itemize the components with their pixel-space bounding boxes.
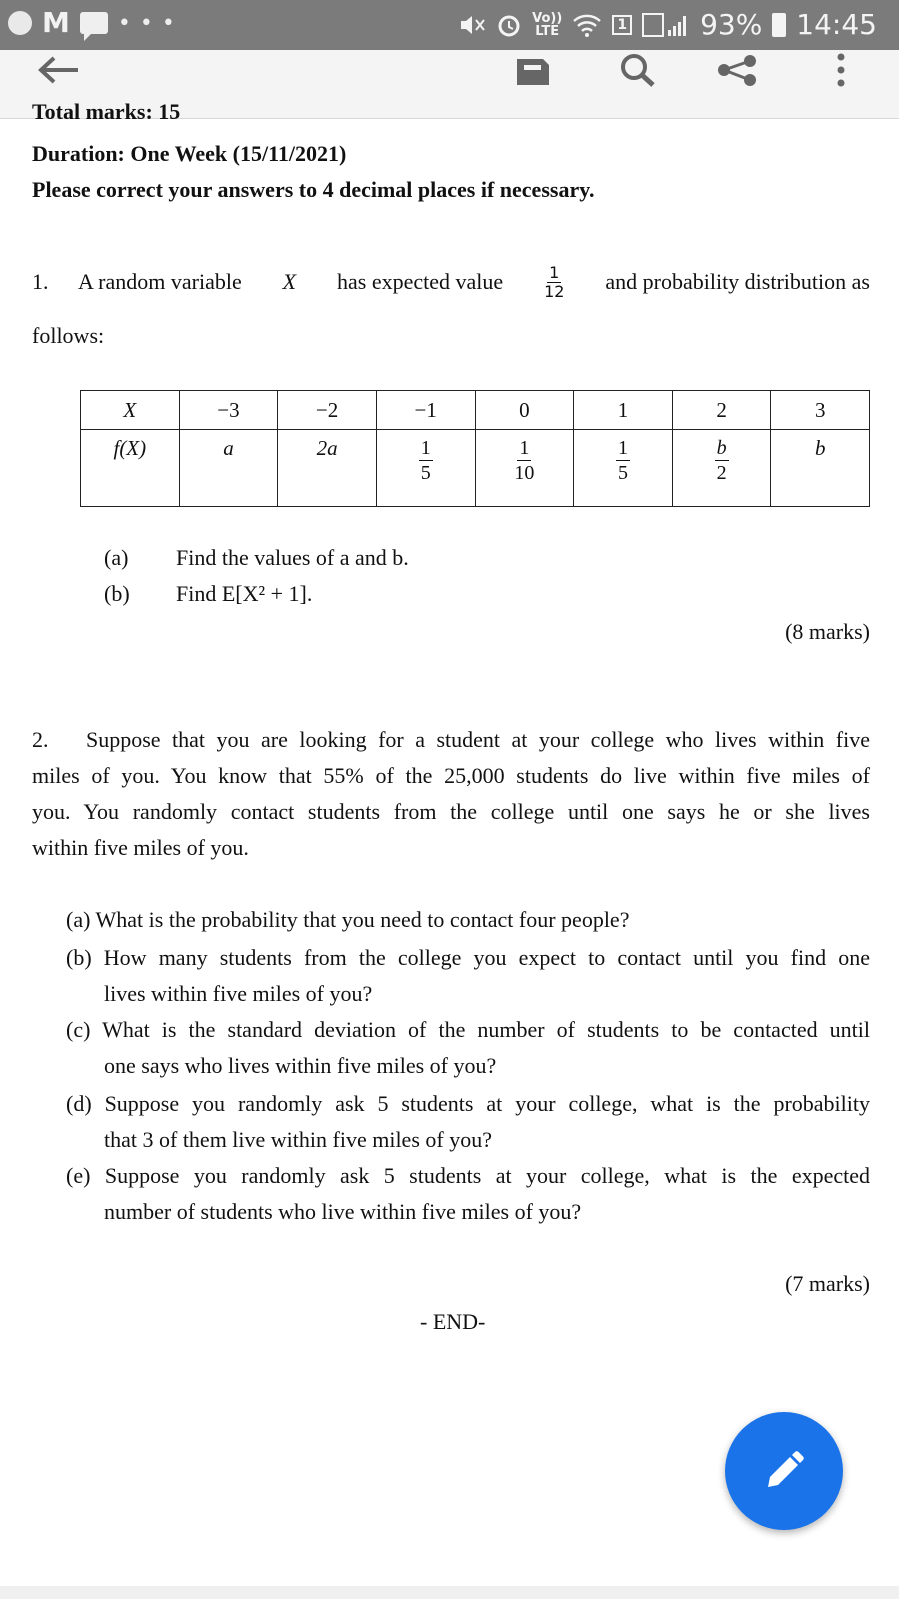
fraction-numerator: 1 — [617, 437, 628, 459]
wifi-icon — [572, 12, 602, 38]
save-button[interactable] — [510, 50, 556, 90]
q2-text-line: Suppose that you are looking for a student at your college who lives within five — [86, 727, 870, 752]
gmail-icon: M — [42, 6, 70, 39]
q2-part-e: (e) Suppose you randomly ask 5 students at your college, what is the expected — [66, 1163, 870, 1188]
status-left — [8, 8, 176, 38]
table-cell: 3 — [771, 391, 870, 430]
duration-line: Duration: One Week (15/11/2021) — [32, 141, 347, 166]
table-cell: 2a — [278, 430, 377, 507]
sim-slot-badge: 1 — [612, 15, 632, 35]
clipped-total-marks — [32, 99, 181, 124]
table-cell: −2 — [278, 391, 377, 430]
q1-part-label: (a) — [104, 545, 129, 570]
q2-part-c-cont: one says who lives within five miles of you? — [104, 1053, 497, 1078]
edit-fab-button[interactable] — [725, 1412, 843, 1530]
table-cell: −3 — [179, 391, 278, 430]
mute-icon — [458, 12, 486, 38]
back-arrow-icon — [36, 55, 80, 85]
q2-part-b: (b) How many students from the college you expect to contact until you find one — [66, 945, 870, 970]
q2-part-b-cont: lives within five miles of you? — [104, 981, 373, 1006]
fraction-numerator: b — [716, 437, 727, 459]
fraction-numerator: 1 — [420, 437, 431, 459]
status-right — [458, 8, 877, 41]
fraction-numerator: 1 — [549, 262, 560, 282]
q2-text-line: miles of you. You know that 55% of the 25,000 students do live within five miles of — [32, 763, 870, 788]
table-cell: 1 — [574, 391, 673, 430]
q2-part-e-cont: number of students who live within five miles of you? — [104, 1199, 582, 1224]
end-marker: - END- — [420, 1309, 486, 1334]
instruction-line: Please correct your answers to 4 decimal places if necessary. — [32, 177, 595, 202]
clock: 14:45 — [796, 8, 877, 41]
fraction — [715, 436, 729, 485]
fraction — [419, 436, 433, 485]
share-icon — [716, 53, 758, 87]
q2-marks: (7 marks) — [785, 1271, 870, 1296]
q2-text-line: within five miles of you. — [32, 835, 249, 860]
table-cell: −1 — [376, 391, 475, 430]
signal-icon — [642, 12, 690, 38]
q1-part-label: (b) — [104, 581, 130, 606]
alarm-icon — [496, 12, 522, 38]
table-cell: 2 — [672, 391, 771, 430]
fraction-denominator: 2 — [716, 462, 727, 484]
fraction-denominator: 12 — [544, 281, 565, 301]
table-row — [81, 391, 870, 430]
q1-marks: (8 marks) — [785, 619, 870, 644]
table-cell: b — [771, 430, 870, 507]
q1-text-mid: has expected value — [337, 269, 504, 294]
fraction — [514, 436, 534, 485]
q1-text — [78, 252, 870, 312]
q1-expected-value-fraction — [544, 264, 564, 301]
more-vert-icon — [836, 52, 846, 88]
table-cell — [672, 430, 771, 507]
table-row — [81, 430, 870, 507]
table-cell: 0 — [475, 391, 574, 430]
battery-icon — [772, 13, 786, 37]
volte-top-text: Vo)) — [532, 10, 563, 26]
q1-number: 1. — [32, 269, 49, 294]
q1-var: X — [282, 269, 297, 294]
q2-part-d-cont: that 3 of them live within five miles of you? — [104, 1127, 492, 1152]
table-cell — [376, 430, 475, 507]
table-cell — [574, 430, 673, 507]
fraction-denominator: 5 — [420, 462, 431, 484]
table-cell — [475, 430, 574, 507]
share-button[interactable] — [712, 50, 762, 90]
fraction-denominator: 5 — [617, 462, 628, 484]
q2-part-d: (d) Suppose you randomly ask 5 students at your college, what is the probability — [66, 1091, 870, 1116]
back-button[interactable] — [32, 50, 84, 90]
q2-part-a: (a) What is the probability that you need to contact four people? — [66, 907, 630, 932]
search-button[interactable] — [614, 50, 660, 90]
q1-part-text: Find the values of a and b. — [176, 545, 409, 570]
battery-percent: 93% — [700, 8, 763, 41]
more-notifications-icon: • • • — [117, 10, 176, 36]
fraction-denominator: 10 — [514, 462, 535, 484]
search-icon — [617, 53, 657, 87]
notification-dot-icon — [8, 11, 32, 35]
q1-text-after: and probability distribution as — [605, 269, 870, 294]
table-cell: X — [81, 391, 180, 430]
q1-text-before: A random variable — [78, 269, 242, 294]
bottom-edge — [0, 1586, 899, 1599]
save-icon — [515, 55, 551, 85]
message-icon — [80, 12, 108, 34]
fraction-numerator: 1 — [519, 437, 530, 459]
volte-icon — [532, 12, 562, 38]
fraction — [616, 436, 630, 485]
q2-number: 2. — [32, 727, 49, 752]
clipped-total-marks-text: Total marks: 15 — [32, 99, 181, 124]
edit-pencil-icon — [762, 1449, 806, 1493]
table-cell: a — [179, 430, 278, 507]
volte-bottom-text: LTE — [535, 23, 560, 39]
q2-text-line: you. You randomly contact students from the college until one says he or she lives — [32, 799, 870, 824]
distribution-table — [80, 390, 870, 507]
status-bar — [0, 0, 899, 50]
q1-part-text: Find E[X² + 1]. — [176, 581, 313, 606]
more-options-button[interactable] — [826, 50, 856, 90]
q1-follows: follows: — [32, 323, 105, 348]
q2-part-c: (c) What is the standard deviation of the number of students to be contacted until — [66, 1017, 870, 1042]
table-cell: f(X) — [81, 430, 180, 507]
